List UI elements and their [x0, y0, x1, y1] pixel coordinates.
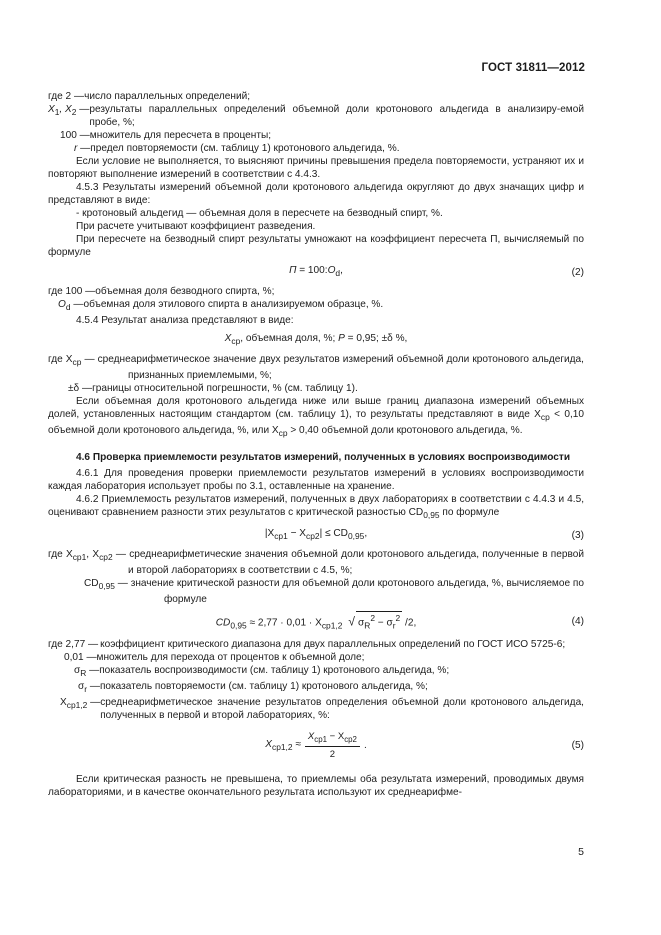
page-number: 5: [578, 846, 584, 858]
term-xcp1-xcp2: где $X_{ср1}$, $X_{ср2}$ — среднеарифметические значения объемной доли кротонового альдегида, полученные в первой и второй лабораториях в соответствии с 4.5, %;: [48, 549, 584, 577]
paragraph: - кротоновый альдегид — объемная доля в пересчете на безводный спирт, %.: [76, 208, 443, 219]
paragraph: Если объемная доля кротонового альдегида ниже или выше границ диапазона измерений объемных долей, установленных настоящим стандартом (см. таблицу 1), то результаты представляют в виде $X_{ср} < 0,10$ объемной доли кротонового альдегида, %, или $X_{ср} > 0,40$ объемной доли кротонового альдегида, %.: [48, 396, 584, 439]
term-r: r — предел повторяемости (см. таблицу 1) кротонового альдегида, %.: [74, 143, 400, 154]
term-x1-x2: $X_1$, $X_2$ — результаты параллельных определений объемной доли кротонового альдегида в анализиру-емой пробе, %;: [48, 104, 584, 128]
result-format: $X_{ср}$, объемная доля, %; P = 0,95; ±δ %,: [224, 333, 408, 347]
document-body: [48, 90, 584, 799]
paragraph-4-5-4: 4.5.4 Результат анализа представляют в виде:: [76, 315, 294, 327]
section-heading-4-6: 4.6 Проверка приемлемости результатов измерений, полученных в условиях воспроизводимости: [76, 452, 571, 464]
formula-3: $|X_{ср1} - X_{ср2}| \le CD_{0,95}$, (3): [264, 528, 584, 542]
paragraph-4-6-1: 4.6.1 Для проведения проверки приемлемости результатов измерений в условиях воспроизводимости каждая лаборатория использует пробы по 3.1, оставленные на хранение.: [48, 468, 584, 493]
term-cd: $CD_{0,95}$ — значение критической разности для объемной доли кротонового альдегида, %, вычисляемое по формуле: [84, 578, 584, 606]
term-xcp: где $X_{ср}$ — среднеарифметическое значение двух результатов измерений объемной доли кротонового альдегида, признанных приемлемыми, %;: [48, 354, 584, 382]
term-100-anhydrous: где 100 — объемная доля безводного спирта, %;: [48, 286, 275, 298]
document-header: ГОСТ 31811—2012: [481, 62, 585, 74]
term-od: $O_d$ — объемная доля этилового спирта в анализируемом образце, %.: [58, 299, 384, 313]
paragraph: Если критическая разность не превышена, то приемлемы оба результата измерений, проводимых двумя лабораториями, и в качестве окончательного результата используют их среднеарифме-: [48, 774, 584, 799]
paragraph: Если условие не выполняется, то выясняют причины превышения предела повторяемости, устраняют их и повторяют выполнение измерений в соответствии с 4.4.3.: [48, 156, 584, 180]
formula-5: $X_{ср1,2}$ ≈ $\frac{X_{ср1} - X_{ср2}}{2}$ . (5): [265, 730, 584, 761]
paragraph-4-5-3: 4.5.3 Результаты измерений объемной доли кротонового альдегида округляют до двух значащих цифр и представляют в виде:: [48, 182, 584, 206]
formula-number: (3): [571, 529, 584, 541]
formula-number: (5): [571, 740, 584, 751]
paragraph: При расчете учитывают коэффициент разведения.: [76, 221, 316, 232]
term-100: 100 — множитель для пересчета в проценты;: [60, 130, 272, 141]
fraction: $\frac{X_{ср1} - X_{ср2}}{2}$: [305, 730, 360, 762]
formula-number: (4): [571, 616, 584, 628]
sqrt-sign: √: [348, 614, 355, 629]
term-delta: ±δ — границы относительной погрешности, % (см. таблицу 1).: [68, 383, 358, 395]
formula-2: $П = 100:O_d$, (2): [289, 265, 584, 279]
term-0-01: 0,01 — множитель для перехода от процентов к объемной доле;: [64, 651, 365, 663]
paragraph: При пересчете на безводный спирт результаты умножают на коэффициент пересчета П, вычисляемый по формуле: [48, 234, 584, 258]
term-2-77: где 2,77 — коэффициент критического диапазона для двух параллельных определений по ГОСТ ИСО 5725-6;: [48, 638, 566, 650]
paragraph-4-6-2: 4.6.2 Приемлемость результатов измерений, полученных в двух лабораториях в соответствии с 4.4.3 и 4.5, оценивают сравнением разности этих результатов с критической разностью $CD_{0,95}$ по формуле: [48, 494, 584, 521]
term-sigma-r-upper: $\sigma_R$ — показатель воспроизводимости (см. таблицу 1) кротонового альдегида, %;: [74, 664, 450, 678]
term-xcp12: $X_{ср1,2}$ — среднеарифметическое значение результатов определения объемной доли кротонового альдегида, полученных в первой и второй лабораториях, %:: [60, 696, 584, 721]
term-sigma-r-lower: $\sigma_r$ — показатель повторяемости (см. таблицу 1) кротонового альдегида, %;: [78, 680, 428, 694]
formula-4: $CD_{0,95} \approx 2,77 \cdot 0,01 \cdot X_{ср1,2}$ √ $\sigma_R^2 - \sigma_r^2$ /2, (4): [215, 613, 584, 631]
formula-number: (2): [571, 266, 584, 278]
term-n: где 2 — число параллельных определений;: [48, 91, 251, 102]
